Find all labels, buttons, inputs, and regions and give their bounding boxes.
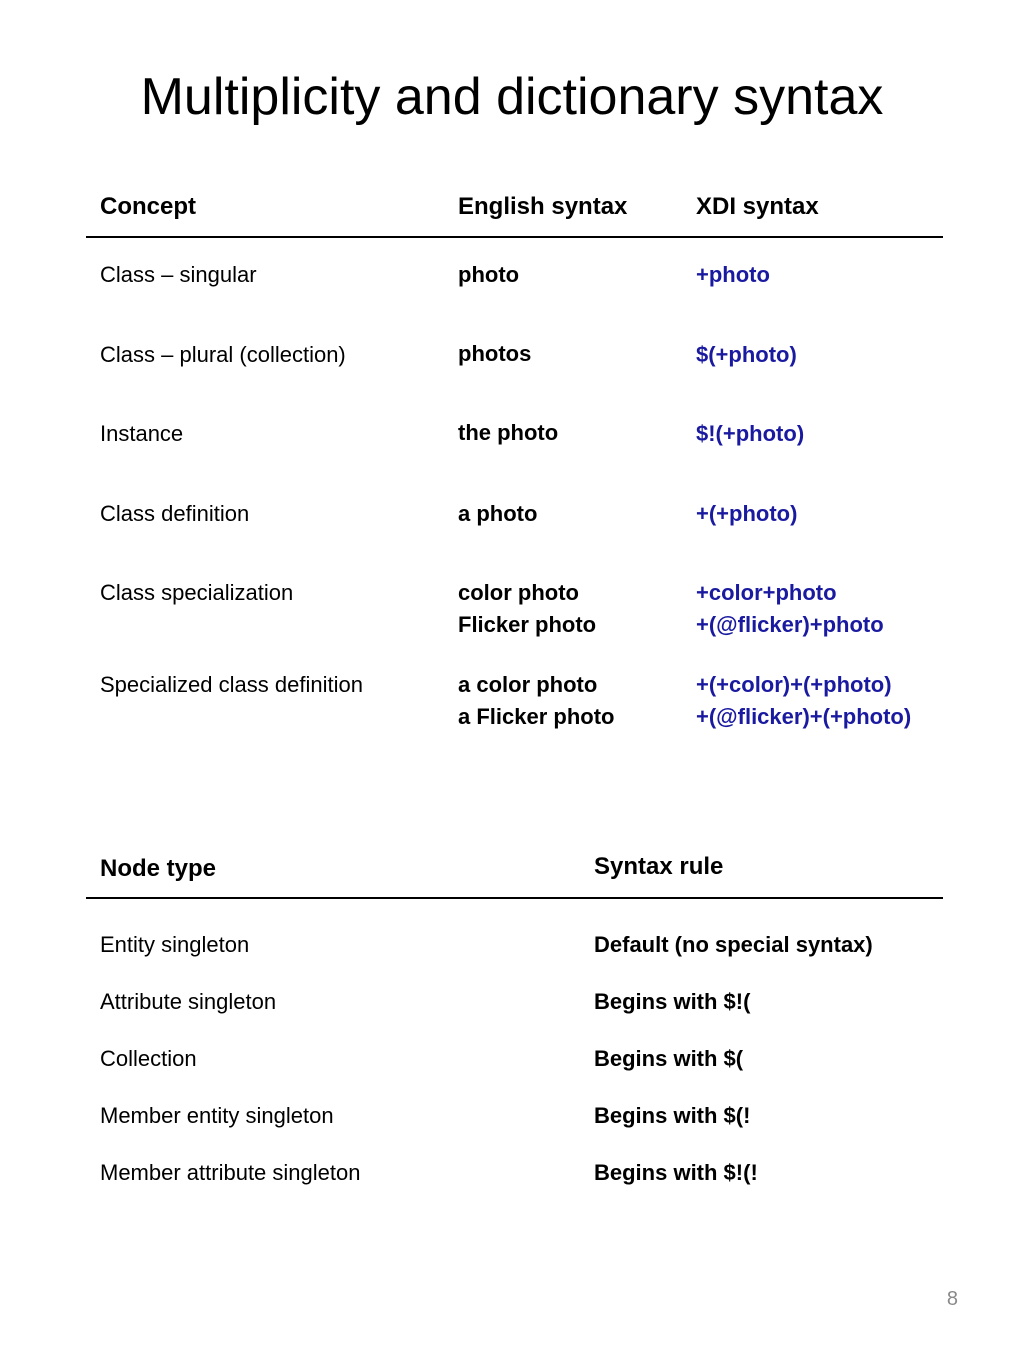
page-number: 8	[946, 1288, 958, 1310]
table-row-english: photo	[458, 262, 520, 287]
table-row-xdi-line: +(@flicker)+(+photo)	[696, 704, 912, 729]
table-row-xdi	[696, 669, 911, 733]
table-row-xdi: $(+photo)	[696, 342, 797, 367]
table-row-english	[458, 577, 596, 641]
column-header-concept: Concept	[100, 193, 196, 220]
table-row-syntax-rule: Begins with $(	[594, 1046, 744, 1071]
column-header-node-type: Node type	[100, 855, 217, 882]
table-row-node-type: Collection	[100, 1046, 197, 1071]
table-row-english: a photo	[458, 501, 538, 526]
table-row-node-type: Entity singleton	[100, 932, 250, 957]
table-row-concept: Class specialization	[100, 580, 294, 605]
table-row-english: photos	[458, 341, 532, 366]
table-row-concept: Class definition	[100, 501, 250, 526]
table-row-xdi: $!(+photo)	[696, 421, 805, 446]
table-row-concept: Class – plural (collection)	[100, 342, 346, 367]
table-header-divider	[86, 236, 943, 238]
table-row-concept: Specialized class definition	[100, 672, 363, 697]
table-row-syntax-rule: Default (no special syntax)	[594, 932, 873, 957]
table-row-english-line: Flicker photo	[458, 612, 597, 637]
column-header-xdi-syntax: XDI syntax	[696, 193, 819, 220]
table-row-node-type: Attribute singleton	[100, 989, 277, 1014]
table-row-xdi-line: +(+color)+(+photo)	[696, 672, 892, 697]
table-row-english: the photo	[458, 420, 559, 445]
table-row-english-line: a Flicker photo	[458, 704, 615, 729]
table-row-node-type: Member entity singleton	[100, 1103, 334, 1128]
table-header-divider	[86, 897, 943, 899]
table-row-xdi-line: +color+photo	[696, 580, 837, 605]
table-row-syntax-rule: Begins with $(!	[594, 1103, 751, 1128]
table-row-english	[458, 669, 614, 733]
table-row-xdi-line: +(@flicker)+photo	[696, 612, 884, 637]
table-row-xdi: +(+photo)	[696, 501, 798, 526]
table-row-xdi	[696, 577, 884, 641]
column-header-syntax-rule: Syntax rule	[594, 853, 724, 880]
table-row-english-line: color photo	[458, 580, 579, 605]
table-row-syntax-rule: Begins with $!(	[594, 989, 751, 1014]
page-title: Multiplicity and dictionary syntax	[140, 68, 884, 126]
column-header-english-syntax: English syntax	[458, 193, 628, 220]
table-row-syntax-rule: Begins with $!(!	[594, 1160, 758, 1185]
table-row-concept: Class – singular	[100, 262, 257, 287]
table-row-node-type: Member attribute singleton	[100, 1160, 361, 1185]
table-row-concept: Instance	[100, 421, 184, 446]
table-row-english-line: a color photo	[458, 672, 598, 697]
table-row-xdi: +photo	[696, 262, 770, 287]
